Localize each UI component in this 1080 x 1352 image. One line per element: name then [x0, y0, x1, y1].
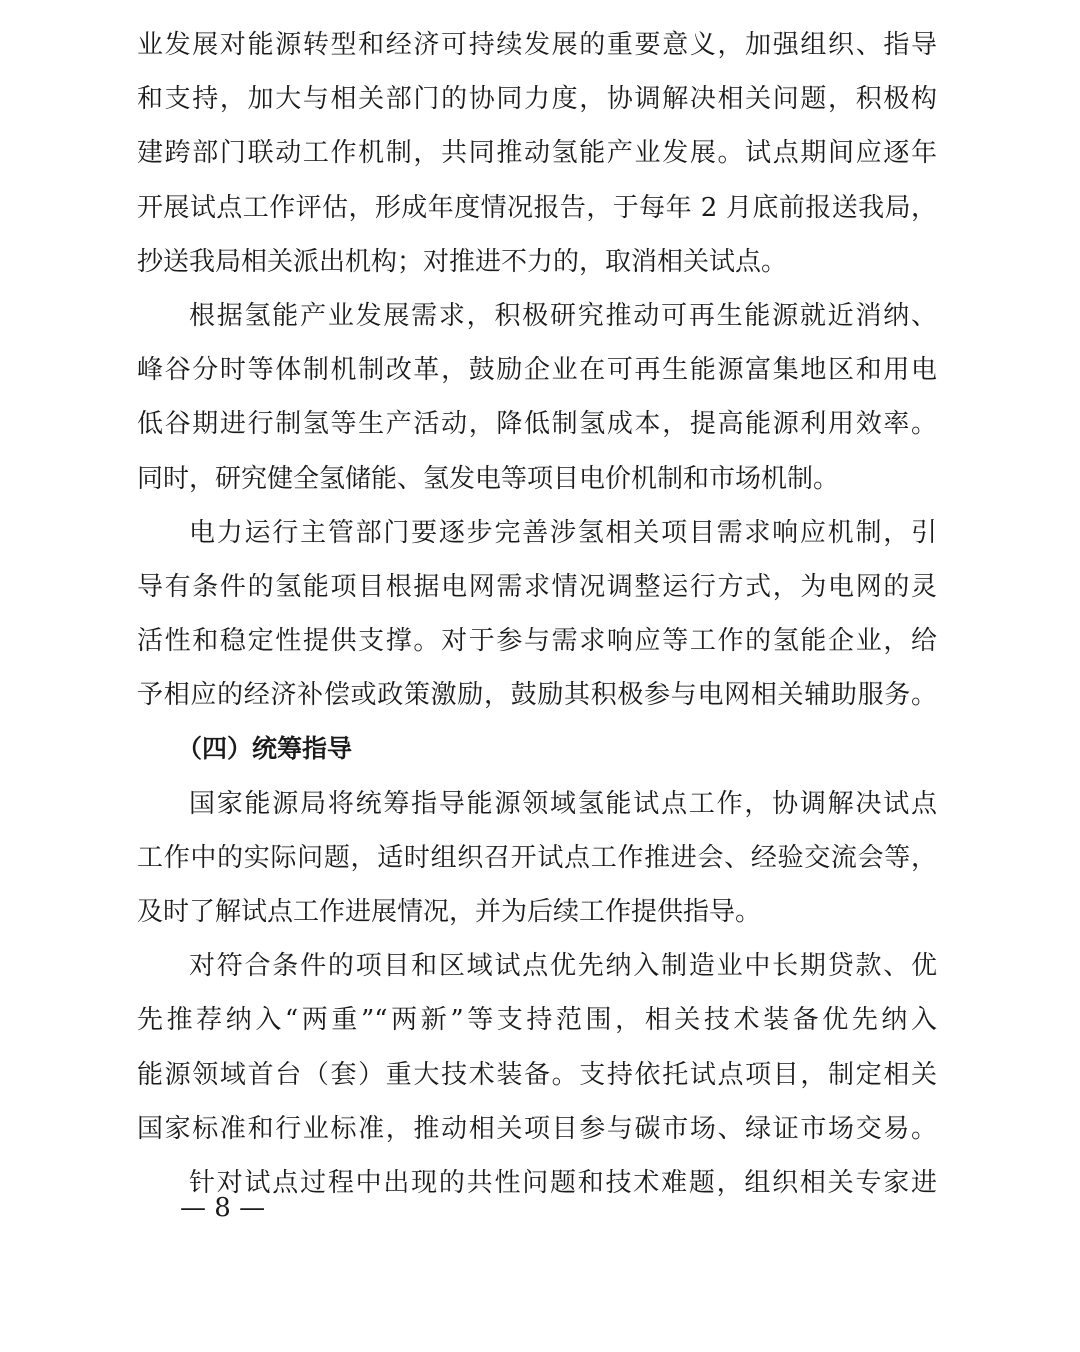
text-line: 低谷期进行制氢等生产活动，降低制氢成本，提高能源利用效率。 — [137, 409, 937, 440]
text-line: 及时了解试点工作进展情况，并为后续工作提供指导。 — [137, 897, 762, 927]
text-line: 根据氢能产业发展需求，积极研究推动可再生能源就近消纳、 — [189, 300, 937, 331]
section-heading: （四）统筹指导 — [177, 734, 353, 764]
text-line: 建跨部门联动工作机制，共同推动氢能产业发展。试点期间应逐年 — [137, 138, 937, 169]
text-line: 电力运行主管部门要逐步完善涉氢相关项目需求响应机制，引 — [189, 517, 937, 548]
paragraph-1 — [137, 18, 937, 289]
text-line: 能源领域首台（套）重大技术装备。支持依托试点项目，制定相关 — [137, 1059, 937, 1090]
paragraph-5 — [137, 939, 937, 1156]
text-line: 开展试点工作评估，形成年度情况报告，于每年 2 月底前报送我局， — [137, 192, 937, 223]
text-line: 针对试点过程中出现的共性问题和技术难题，组织相关专家进 — [189, 1167, 937, 1198]
text-line: 导有条件的氢能项目根据电网需求情况调整运行方式，为电网的灵 — [137, 571, 937, 602]
text-line: 和支持，加大与相关部门的协同力度，协调解决相关问题，积极构 — [137, 84, 937, 115]
text-line: 国家能源局将统筹指导能源领域氢能试点工作，协调解决试点 — [189, 788, 937, 819]
paragraph-4 — [137, 777, 937, 940]
text-line: 业发展对能源转型和经济可持续发展的重要意义，加强组织、指导 — [137, 30, 937, 60]
paragraph-3 — [137, 506, 937, 723]
document-page — [137, 18, 937, 1210]
text-line: 活性和稳定性提供支撑。对于参与需求响应等工作的氢能企业，给 — [137, 626, 937, 657]
text-line: 对符合条件的项目和区域试点优先纳入制造业中长期贷款、优 — [189, 951, 937, 982]
text-line: 国家标准和行业标准，推动相关项目参与碳市场、绿证市场交易。 — [137, 1113, 937, 1144]
text-line: 先推荐纳入“两重”“两新”等支持范围，相关技术装备优先纳入 — [137, 1005, 937, 1036]
text-line: 峰谷分时等体制机制改革，鼓励企业在可再生能源富集地区和用电 — [137, 355, 937, 386]
text-line: 予相应的经济补偿或政策激励，鼓励其积极参与电网相关辅助服务。 — [137, 680, 937, 711]
text-line: 抄送我局相关派出机构；对推进不力的，取消相关试点。 — [137, 246, 788, 277]
text-line: 同时，研究健全氢储能、氢发电等项目电价机制和市场机制。 — [137, 463, 840, 494]
page-number: — 8 — — [180, 1193, 266, 1223]
text-line: 工作中的实际问题，适时组织召开试点工作推进会、经验交流会等， — [137, 842, 937, 873]
paragraph-2 — [137, 289, 937, 506]
